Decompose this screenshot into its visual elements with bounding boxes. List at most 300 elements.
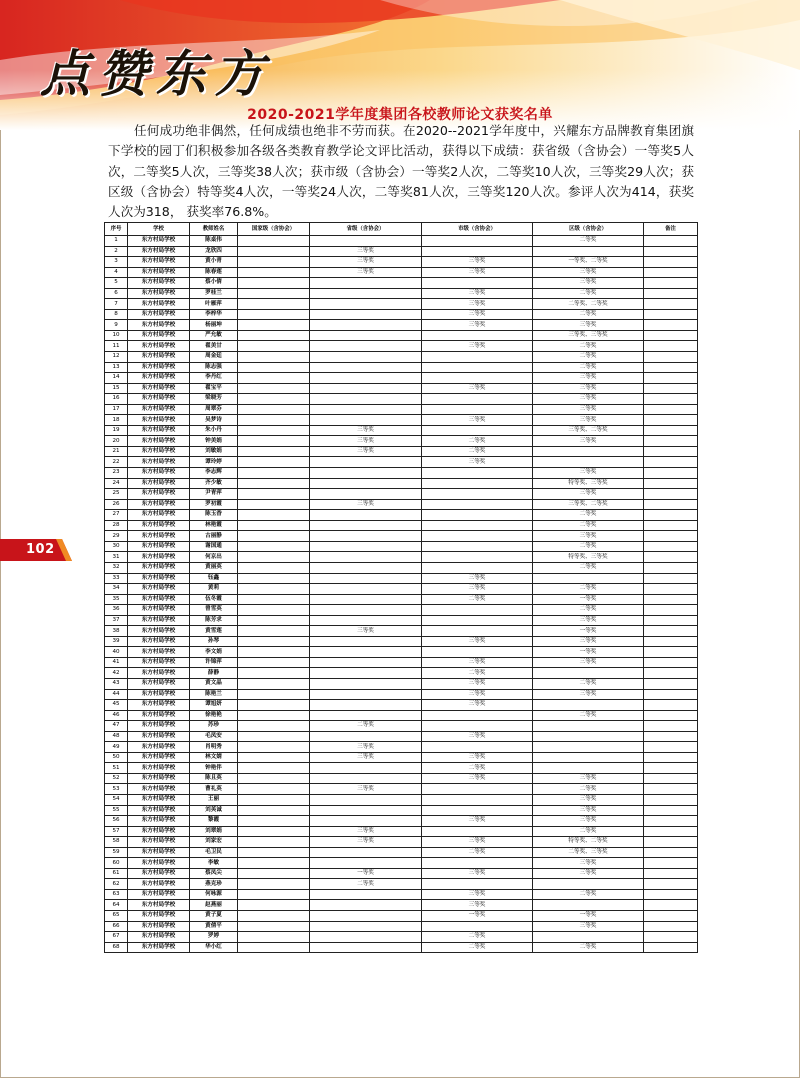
table-row	[105, 394, 698, 405]
cell-index: 18	[105, 415, 128, 426]
cell-national	[238, 700, 310, 711]
cell-city	[422, 330, 533, 341]
cell-index: 29	[105, 531, 128, 542]
cell-national	[238, 510, 310, 521]
cell-district: 三等奖	[533, 468, 644, 479]
cell-index: 26	[105, 499, 128, 510]
cell-index: 17	[105, 404, 128, 415]
cell-provincial	[310, 299, 422, 310]
cell-teacher: 华小红	[190, 942, 238, 953]
table-row	[105, 752, 698, 763]
cell-teacher: 李梓华	[190, 309, 238, 320]
cell-school: 东方村局学校	[128, 404, 190, 415]
cell-teacher: 钟艳伴	[190, 763, 238, 774]
cell-district	[533, 721, 644, 732]
cell-provincial: 三等奖	[310, 267, 422, 278]
table-row	[105, 932, 698, 943]
table-row	[105, 446, 698, 457]
cell-teacher: 何京出	[190, 552, 238, 563]
header-provincial: 省级（含协会）	[310, 223, 422, 236]
cell-school: 东方村局学校	[128, 763, 190, 774]
cell-remarks	[644, 341, 698, 352]
cell-district: 一等奖	[533, 647, 644, 658]
cell-remarks	[644, 615, 698, 626]
table-row	[105, 352, 698, 363]
cell-national	[238, 320, 310, 331]
cell-national	[238, 531, 310, 542]
table-row	[105, 552, 698, 563]
cell-national	[238, 415, 310, 426]
cell-district	[533, 879, 644, 890]
cell-district: 二等奖、三等奖	[533, 847, 644, 858]
cell-district: 三等奖	[533, 394, 644, 405]
table-row	[105, 805, 698, 816]
cell-remarks	[644, 868, 698, 879]
cell-provincial	[310, 847, 422, 858]
table-row	[105, 900, 698, 911]
cell-remarks	[644, 721, 698, 732]
table-row	[105, 678, 698, 689]
cell-provincial: 三等奖	[310, 784, 422, 795]
cell-district: 二等奖	[533, 584, 644, 595]
cell-provincial: 三等奖	[310, 626, 422, 637]
cell-index: 12	[105, 352, 128, 363]
table-row	[105, 879, 698, 890]
cell-school: 东方村局学校	[128, 394, 190, 405]
cell-index: 37	[105, 615, 128, 626]
cell-national	[238, 752, 310, 763]
cell-district: 二等奖	[533, 826, 644, 837]
cell-national	[238, 267, 310, 278]
cell-remarks	[644, 816, 698, 827]
cell-provincial	[310, 278, 422, 289]
cell-remarks	[644, 383, 698, 394]
table-row	[105, 236, 698, 247]
cell-provincial	[310, 668, 422, 679]
cell-school: 东方村局学校	[128, 837, 190, 848]
cell-national	[238, 911, 310, 922]
cell-district: 三等奖	[533, 383, 644, 394]
cell-national	[238, 868, 310, 879]
cell-city: 三等奖	[422, 309, 533, 320]
cell-remarks	[644, 531, 698, 542]
cell-teacher: 谭玲婷	[190, 457, 238, 468]
cell-index: 15	[105, 383, 128, 394]
cell-district: 三等奖	[533, 657, 644, 668]
table-row	[105, 816, 698, 827]
cell-index: 68	[105, 942, 128, 953]
cell-school: 东方村局学校	[128, 246, 190, 257]
cell-remarks	[644, 837, 698, 848]
cell-teacher: 伍冬霞	[190, 594, 238, 605]
cell-provincial	[310, 394, 422, 405]
cell-national	[238, 236, 310, 247]
cell-index: 54	[105, 794, 128, 805]
cell-district: 三等奖	[533, 805, 644, 816]
cell-remarks	[644, 636, 698, 647]
cell-school: 东方村局学校	[128, 415, 190, 426]
cell-district: 三等奖	[533, 436, 644, 447]
cell-city	[422, 826, 533, 837]
cell-school: 东方村局学校	[128, 236, 190, 247]
cell-city: 二等奖	[422, 942, 533, 953]
cell-teacher: 林文婧	[190, 752, 238, 763]
cell-district: 三等奖	[533, 773, 644, 784]
cell-district	[533, 457, 644, 468]
cell-national	[238, 278, 310, 289]
cell-remarks	[644, 773, 698, 784]
cell-district	[533, 700, 644, 711]
cell-index: 21	[105, 446, 128, 457]
table-row	[105, 921, 698, 932]
cell-school: 东方村局学校	[128, 362, 190, 373]
cell-district	[533, 752, 644, 763]
cell-city	[422, 394, 533, 405]
cell-teacher: 谢国通	[190, 541, 238, 552]
cell-national	[238, 562, 310, 573]
cell-city	[422, 236, 533, 247]
cell-district: 二等奖	[533, 520, 644, 531]
cell-provincial: 二等奖	[310, 879, 422, 890]
table-row	[105, 478, 698, 489]
cell-index: 6	[105, 288, 128, 299]
header-teacher: 教师姓名	[190, 223, 238, 236]
cell-district: 二等奖	[533, 288, 644, 299]
table-row	[105, 573, 698, 584]
award-table	[104, 222, 698, 953]
cell-school: 东方村局学校	[128, 320, 190, 331]
cell-index: 55	[105, 805, 128, 816]
cell-teacher: 毛凤安	[190, 731, 238, 742]
cell-index: 35	[105, 594, 128, 605]
cell-provincial	[310, 457, 422, 468]
cell-district: 三等奖	[533, 320, 644, 331]
cell-index: 38	[105, 626, 128, 637]
header-city: 市级（含协会）	[422, 223, 533, 236]
cell-remarks	[644, 436, 698, 447]
cell-district: 二等奖、二等奖	[533, 299, 644, 310]
cell-remarks	[644, 900, 698, 911]
cell-school: 东方村局学校	[128, 647, 190, 658]
page-number-tab	[0, 539, 72, 561]
cell-national	[238, 605, 310, 616]
cell-remarks	[644, 299, 698, 310]
cell-district: 三等奖	[533, 868, 644, 879]
cell-national	[238, 541, 310, 552]
cell-remarks	[644, 520, 698, 531]
cell-school: 东方村局学校	[128, 710, 190, 721]
cell-national	[238, 742, 310, 753]
cell-teacher: 李敏	[190, 858, 238, 869]
cell-provincial: 三等奖	[310, 257, 422, 268]
intro-paragraph: 任何成功绝非偶然，任何成绩也绝非不劳而获。在2020--2021学年度中，兴耀东方品牌教育集团旗下学校的园丁们积极参加各级各类教育教学论文评比活动，获得以下成绩：获省级（含协会）一等奖5人次，二等奖5人次，三等奖38人次；获市级（含协会）一等奖2人次，二等奖10人次，三等奖29人次；获区级（含协会）特等奖4人次，一等奖24人次，二等奖81人次，三等奖120人次。参评人次为414，获奖人次为318， 获奖率76.8%。	[108, 123, 694, 220]
table-row	[105, 267, 698, 278]
cell-remarks	[644, 278, 698, 289]
table-row	[105, 605, 698, 616]
cell-index: 25	[105, 489, 128, 500]
cell-teacher: 陈志强	[190, 362, 238, 373]
cell-district: 三等奖	[533, 816, 644, 827]
cell-school: 东方村局学校	[128, 352, 190, 363]
cell-city: 二等奖	[422, 763, 533, 774]
cell-index: 60	[105, 858, 128, 869]
cell-school: 东方村局学校	[128, 309, 190, 320]
cell-teacher: 梁晓芳	[190, 394, 238, 405]
cell-district: 特等奖、二等奖	[533, 837, 644, 848]
cell-provincial	[310, 288, 422, 299]
cell-provincial	[310, 594, 422, 605]
cell-teacher: 叶雁萍	[190, 299, 238, 310]
cell-remarks	[644, 489, 698, 500]
cell-city	[422, 510, 533, 521]
table-row	[105, 689, 698, 700]
cell-school: 东方村局学校	[128, 689, 190, 700]
cell-index: 9	[105, 320, 128, 331]
table-row	[105, 383, 698, 394]
cell-city: 三等奖	[422, 657, 533, 668]
cell-school: 东方村局学校	[128, 784, 190, 795]
cell-school: 东方村局学校	[128, 700, 190, 711]
cell-provincial: 三等奖	[310, 499, 422, 510]
cell-index: 46	[105, 710, 128, 721]
cell-school: 东方村局学校	[128, 794, 190, 805]
table-row	[105, 847, 698, 858]
cell-index: 5	[105, 278, 128, 289]
cell-index: 61	[105, 868, 128, 879]
cell-remarks	[644, 478, 698, 489]
table-row	[105, 510, 698, 521]
cell-index: 63	[105, 889, 128, 900]
cell-index: 31	[105, 552, 128, 563]
cell-school: 东方村局学校	[128, 499, 190, 510]
cell-teacher: 朱小丹	[190, 425, 238, 436]
cell-index: 62	[105, 879, 128, 890]
cell-district: 三等奖	[533, 404, 644, 415]
cell-district: 一等奖	[533, 594, 644, 605]
cell-district: 三等奖	[533, 278, 644, 289]
table-row	[105, 858, 698, 869]
cell-index: 33	[105, 573, 128, 584]
cell-index: 7	[105, 299, 128, 310]
cell-index: 20	[105, 436, 128, 447]
cell-remarks	[644, 731, 698, 742]
cell-provincial	[310, 636, 422, 647]
cell-provincial	[310, 700, 422, 711]
cell-city	[422, 246, 533, 257]
cell-provincial	[310, 805, 422, 816]
cell-provincial	[310, 942, 422, 953]
cell-index: 30	[105, 541, 128, 552]
cell-provincial	[310, 478, 422, 489]
table-row	[105, 288, 698, 299]
cell-teacher: 钟美娟	[190, 436, 238, 447]
cell-teacher: 王丽	[190, 794, 238, 805]
cell-teacher: 罗初霞	[190, 499, 238, 510]
cell-remarks	[644, 742, 698, 753]
cell-national	[238, 457, 310, 468]
header-district: 区级（含协会）	[533, 223, 644, 236]
cell-school: 东方村局学校	[128, 468, 190, 479]
cell-school: 东方村局学校	[128, 257, 190, 268]
cell-remarks	[644, 415, 698, 426]
cell-index: 49	[105, 742, 128, 753]
cell-remarks	[644, 373, 698, 384]
table-row	[105, 246, 698, 257]
cell-city: 三等奖	[422, 752, 533, 763]
cell-school: 东方村局学校	[128, 868, 190, 879]
cell-index: 43	[105, 678, 128, 689]
cell-district: 二等奖	[533, 605, 644, 616]
cell-school: 东方村局学校	[128, 921, 190, 932]
page-title: 点赞东方	[40, 44, 272, 103]
table-row	[105, 489, 698, 500]
cell-index: 53	[105, 784, 128, 795]
cell-teacher: 罗婷	[190, 932, 238, 943]
cell-national	[238, 942, 310, 953]
cell-national	[238, 794, 310, 805]
table-row	[105, 731, 698, 742]
cell-city	[422, 721, 533, 732]
table-row	[105, 309, 698, 320]
cell-teacher: 李文娟	[190, 647, 238, 658]
cell-remarks	[644, 858, 698, 869]
cell-provincial	[310, 383, 422, 394]
cell-national	[238, 309, 310, 320]
cell-city	[422, 489, 533, 500]
cell-teacher: 陈芳求	[190, 615, 238, 626]
cell-remarks	[644, 605, 698, 616]
cell-remarks	[644, 847, 698, 858]
cell-city: 二等奖	[422, 446, 533, 457]
table-row	[105, 794, 698, 805]
cell-provincial	[310, 330, 422, 341]
cell-index: 2	[105, 246, 128, 257]
cell-teacher: 曾雪英	[190, 605, 238, 616]
cell-teacher: 肖明秀	[190, 742, 238, 753]
cell-school: 东方村局学校	[128, 573, 190, 584]
table-row	[105, 562, 698, 573]
cell-city: 三等奖	[422, 773, 533, 784]
cell-school: 东方村局学校	[128, 773, 190, 784]
cell-district: 三等奖	[533, 615, 644, 626]
cell-remarks	[644, 309, 698, 320]
cell-provincial	[310, 415, 422, 426]
cell-teacher: 刘翠娟	[190, 826, 238, 837]
cell-remarks	[644, 678, 698, 689]
cell-index: 66	[105, 921, 128, 932]
cell-city: 二等奖	[422, 436, 533, 447]
cell-city	[422, 647, 533, 658]
cell-teacher: 黄雪莲	[190, 626, 238, 637]
cell-provincial	[310, 710, 422, 721]
table-row	[105, 837, 698, 848]
cell-remarks	[644, 647, 698, 658]
table-row	[105, 541, 698, 552]
table-row	[105, 773, 698, 784]
cell-national	[238, 499, 310, 510]
cell-teacher: 古丽静	[190, 531, 238, 542]
cell-school: 东方村局学校	[128, 373, 190, 384]
cell-teacher: 陈桌伟	[190, 236, 238, 247]
cell-national	[238, 710, 310, 721]
cell-remarks	[644, 510, 698, 521]
table-row	[105, 362, 698, 373]
cell-index: 56	[105, 816, 128, 827]
cell-provincial	[310, 520, 422, 531]
cell-remarks	[644, 657, 698, 668]
cell-teacher: 赵燕丽	[190, 900, 238, 911]
cell-index: 24	[105, 478, 128, 489]
cell-remarks	[644, 267, 698, 278]
cell-city: 三等奖	[422, 320, 533, 331]
cell-teacher: 陈且英	[190, 773, 238, 784]
cell-city: 三等奖	[422, 889, 533, 900]
table-row	[105, 468, 698, 479]
cell-city	[422, 478, 533, 489]
cell-teacher: 黄莉	[190, 584, 238, 595]
cell-city	[422, 499, 533, 510]
cell-city: 一等奖	[422, 911, 533, 922]
header-index: 序号	[105, 223, 128, 236]
cell-national	[238, 657, 310, 668]
cell-school: 东方村局学校	[128, 826, 190, 837]
cell-district: 三等奖、二等奖	[533, 499, 644, 510]
cell-school: 东方村局学校	[128, 731, 190, 742]
cell-provincial	[310, 373, 422, 384]
cell-district	[533, 246, 644, 257]
cell-national	[238, 362, 310, 373]
cell-city: 三等奖	[422, 584, 533, 595]
cell-city: 三等奖	[422, 267, 533, 278]
cell-teacher: 蔡凤尖	[190, 868, 238, 879]
cell-district: 特等奖、三等奖	[533, 478, 644, 489]
header-national: 国家级（含协会）	[238, 223, 310, 236]
cell-school: 东方村局学校	[128, 425, 190, 436]
table-row	[105, 657, 698, 668]
cell-national	[238, 900, 310, 911]
table-row	[105, 415, 698, 426]
cell-city	[422, 879, 533, 890]
cell-school: 东方村局学校	[128, 299, 190, 310]
cell-index: 65	[105, 911, 128, 922]
table-row	[105, 425, 698, 436]
cell-remarks	[644, 784, 698, 795]
cell-index: 22	[105, 457, 128, 468]
cell-index: 59	[105, 847, 128, 858]
cell-city	[422, 858, 533, 869]
table-row	[105, 710, 698, 721]
cell-school: 东方村局学校	[128, 721, 190, 732]
cell-remarks	[644, 468, 698, 479]
cell-school: 东方村局学校	[128, 911, 190, 922]
cell-remarks	[644, 288, 698, 299]
cell-provincial	[310, 731, 422, 742]
cell-district: 三等奖	[533, 921, 644, 932]
cell-school: 东方村局学校	[128, 541, 190, 552]
cell-district	[533, 900, 644, 911]
cell-index: 52	[105, 773, 128, 784]
table-row	[105, 257, 698, 268]
cell-national	[238, 436, 310, 447]
cell-remarks	[644, 499, 698, 510]
cell-provincial: 三等奖	[310, 752, 422, 763]
cell-provincial: 三等奖	[310, 826, 422, 837]
cell-teacher: 曹礼英	[190, 784, 238, 795]
cell-provincial	[310, 858, 422, 869]
cell-national	[238, 636, 310, 647]
cell-city: 二等奖	[422, 932, 533, 943]
cell-index: 39	[105, 636, 128, 647]
